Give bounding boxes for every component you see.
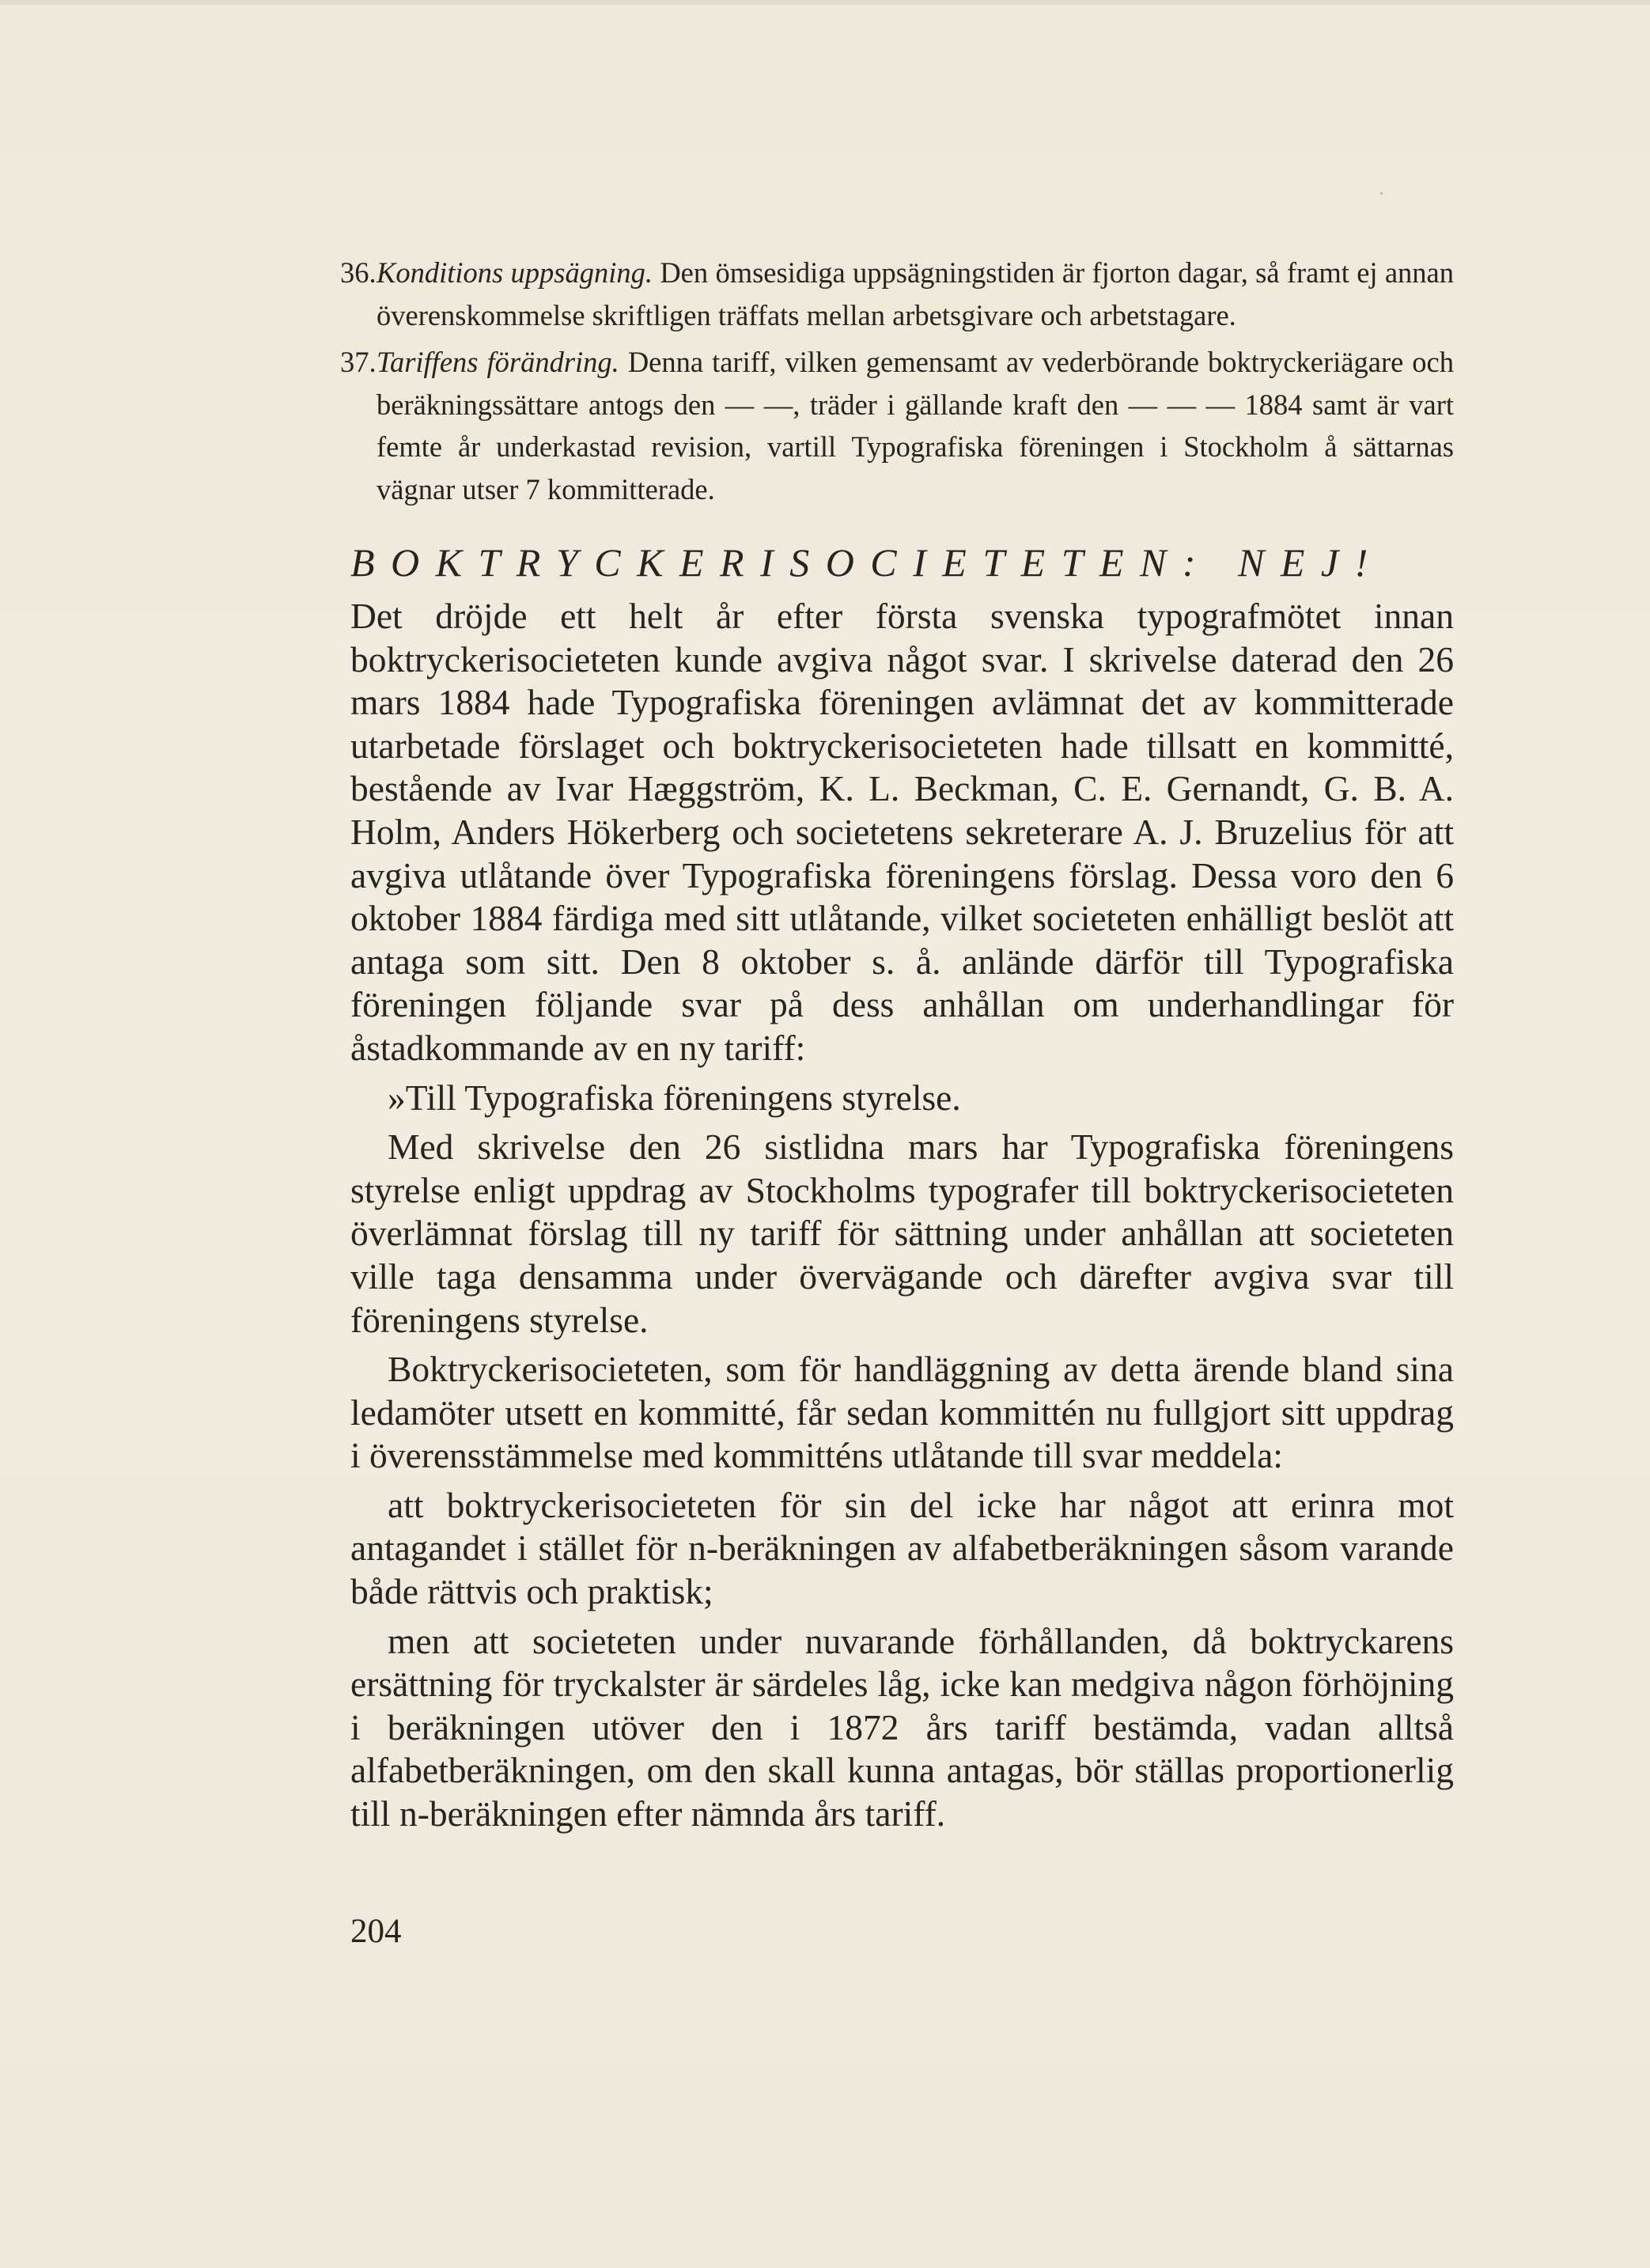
page-number: 204 [350,1913,402,1950]
paragraph: Med skrivelse den 26 sistlidna mars har Typografiska föreningens styrelse enligt uppdrag av Stockholms typografer till boktryckerisocieteten överlämnat förslag till ny tariff för sättning under anhållan att societeten ville taga densamma under övervägande och därefter avgiva svar till föreningens styrelse. [350,1126,1454,1340]
section-36 [340,252,1454,336]
section-number: 37. [340,346,377,378]
body-text [350,595,1454,1836]
page-edge [0,0,1650,5]
paper-speck [1380,192,1383,195]
paragraph: Det dröjde ett helt år efter första svenska typografmötet innan boktryckerisocieteten kunde avgiva något svar. I skrivelse daterad den 26 mars 1884 hade Typografiska föreningen avlämnat det av kommitterade utarbetade förslaget och boktryckerisocieteten hade tillsatt en kommitté, bestående av Ivar Hæggström, K. L. Beckman, C. E. Gernandt, G. B. A. Holm, Anders Hökerberg och societetens sekreterare A. J. Bruzelius för att avgiva utlåtande över Typografiska föreningens förslag. Dessa voro den 6 oktober 1884 färdiga med sitt utlåtande, vilket societeten enhälligt beslöt att antaga som sitt. Den 8 oktober s. å. anlände därför till Typografiska föreningen följande svar på dess anhållan om underhandlingar för åstadkommande av en ny tariff: [350,596,1454,1068]
section-text: Denna tariff, vilken gemensamt av vederbörande boktryckeriägare och beräkningssättare antogs den — —, träder i gällande kraft den — — — 1884 samt är vart femte år underkastad revision, vartill Typografiska föreningen i Stockholm å sättarnas vägnar utser 7 kommitterade. [377,346,1455,505]
paragraph: Boktryckerisocieteten, som för handläggning av detta ärende bland sina ledamöter utsett en kommitté, får sedan kommittén nu fullgjort sitt uppdrag i överensstämmelse med kommitténs utlåtande till svar meddela: [350,1349,1454,1476]
section-37 [340,341,1455,510]
section-number: 36. [340,256,377,289]
chapter-heading: BOKTRYCKERISOCIETETEN: NEJ! [350,540,1384,585]
letter-salutation: »Till Typografiska föreningens styrelse. [388,1077,961,1118]
paragraph: men att societeten under nuvarande förhållanden, då boktryckarens ersättning för tryckalster är särdeles låg, icke kan medgiva någon förhöjning i beräkningen utöver den i 1872 års tariff bestämda, vadan alltså alfabetberäkningen, om den skall kunna antagas, bör ställas proportionerlig till n-beräkningen efter nämnda års tariff. [350,1620,1454,1834]
paragraph: att boktryckerisocieteten för sin del icke har något att erinra mot antagandet i stället för n-beräkningen av alfabetberäkningen såsom varande både rättvis och praktisk; [350,1484,1454,1612]
section-title: Konditions uppsägning. [377,256,653,289]
section-text: Den ömsesidiga uppsägningstiden är fjorton dagar, så framt ej annan överenskommelse skriftligen träffats mellan arbetsgivare och arbetstagare. [377,256,1454,331]
section-title: Tariffens förändring. [377,346,619,378]
tariff-sections [340,252,1455,515]
